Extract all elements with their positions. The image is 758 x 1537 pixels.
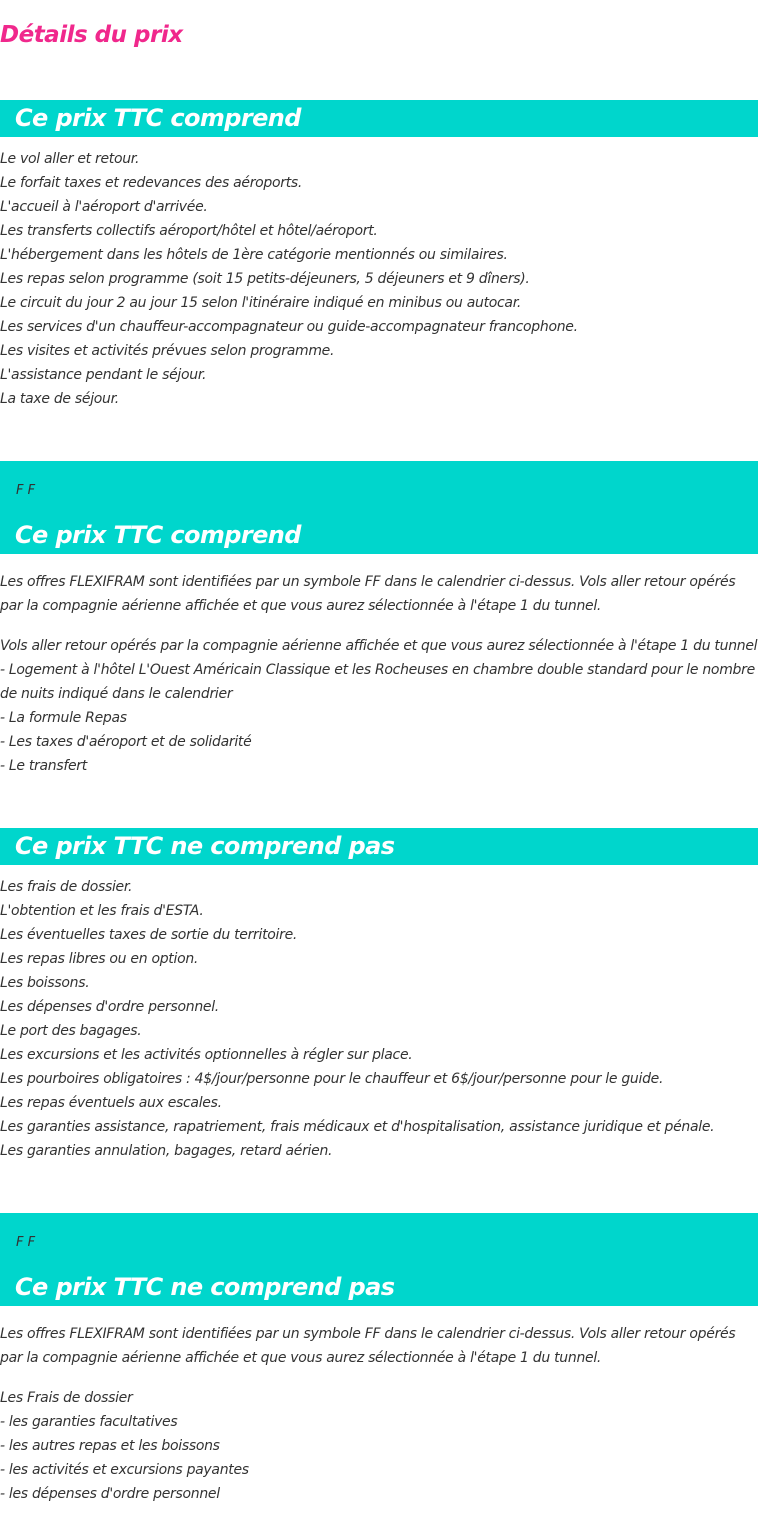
list-item: L'hébergement dans les hôtels de 1ère catégorie mentionnés ou similaires. [0, 247, 508, 263]
list-item: Les services d'un chauffeur-accompagnateur ou guide-accompagnateur francophone. [0, 319, 578, 335]
list-item: L'assistance pendant le séjour. [0, 367, 207, 383]
list-item: Les dépenses d'ordre personnel. [0, 999, 219, 1015]
list-item: Le circuit du jour 2 au jour 15 selon l'itinéraire indiqué en minibus ou autocar. [0, 295, 522, 311]
section-header-included [0, 100, 758, 137]
list-item: - Logement à l'hôtel L'Ouest Américain Classique et les Rocheuses en chambre double standard pour le nombre de nuits indiqué dans le calendrier [0, 662, 755, 702]
list-item: - les garanties facultatives [0, 1414, 178, 1430]
list-item: - les activités et excursions payantes [0, 1462, 249, 1478]
list-item: L'obtention et les frais d'ESTA. [0, 903, 204, 919]
section-header-ff-included [0, 461, 758, 554]
list-item: - Le transfert [0, 758, 87, 774]
list-item: - La formule Repas [0, 710, 127, 726]
list-item: Les boissons. [0, 975, 90, 991]
section-title: Ce prix TTC ne comprend pas [15, 1273, 395, 1301]
list-item: Le vol aller et retour. [0, 151, 140, 167]
flexifram-intro: Les offres FLEXIFRAM sont identifiées par un symbole FF dans le calendrier ci-dessus. Vols aller retour opérés par la compagnie aérienne affichée et que vous aurez sélectionnée à l'étape 1 du tunnel. [0, 574, 736, 614]
list-item: Les garanties assistance, rapatriement, frais médicaux et d'hospitalisation, assistance juridique et pénale. [0, 1119, 715, 1135]
list-item: La taxe de séjour. [0, 391, 119, 407]
list-item: Les éventuelles taxes de sortie du territoire. [0, 927, 298, 943]
list-item: Les frais de dossier. [0, 879, 133, 895]
list-item: Vols aller retour opérés par la compagnie aérienne affichée et que vous aurez sélectionnée à l'étape 1 du tunnel [0, 638, 758, 654]
section-title: Ce prix TTC ne comprend pas [15, 832, 395, 860]
list-item: L'accueil à l'aéroport d'arrivée. [0, 199, 208, 215]
list-item: Les Frais de dossier [0, 1390, 133, 1406]
flexifram-intro: Les offres FLEXIFRAM sont identifiées par un symbole FF dans le calendrier ci-dessus. Vols aller retour opérés par la compagnie aérienne affichée et que vous aurez sélectionnée à l'étape 1 du tunnel. [0, 1326, 736, 1366]
ff-badge: F F [16, 483, 36, 498]
section-title: Ce prix TTC comprend [15, 521, 301, 549]
list-item: - les dépenses d'ordre personnel [0, 1486, 220, 1502]
included-list [0, 147, 578, 411]
list-item: - les autres repas et les boissons [0, 1438, 220, 1454]
list-item: Les repas selon programme (soit 15 petits-déjeuners, 5 déjeuners et 9 dîners). [0, 271, 530, 287]
ff-badge: F F [16, 1235, 36, 1250]
section-header-not-included [0, 828, 758, 865]
page-title: Détails du prix [0, 22, 183, 48]
ff-included-list [0, 634, 758, 778]
list-item: Les repas libres ou en option. [0, 951, 199, 967]
list-item: Le forfait taxes et redevances des aéroports. [0, 175, 303, 191]
list-item: Les pourboires obligatoires : 4$/jour/personne pour le chauffeur et 6$/jour/personne pour le guide. [0, 1071, 664, 1087]
list-item: Les garanties annulation, bagages, retard aérien. [0, 1143, 333, 1159]
list-item: Les excursions et les activités optionnelles à régler sur place. [0, 1047, 413, 1063]
list-item: - Les taxes d'aéroport et de solidarité [0, 734, 252, 750]
list-item: Les transferts collectifs aéroport/hôtel et hôtel/aéroport. [0, 223, 378, 239]
section-header-ff-not-included [0, 1213, 758, 1306]
list-item: Les repas éventuels aux escales. [0, 1095, 222, 1111]
list-item: Les visites et activités prévues selon programme. [0, 343, 335, 359]
ff-not-included-list [0, 1386, 249, 1506]
list-item: Le port des bagages. [0, 1023, 142, 1039]
section-title: Ce prix TTC comprend [15, 104, 301, 132]
not-included-list [0, 875, 714, 1163]
